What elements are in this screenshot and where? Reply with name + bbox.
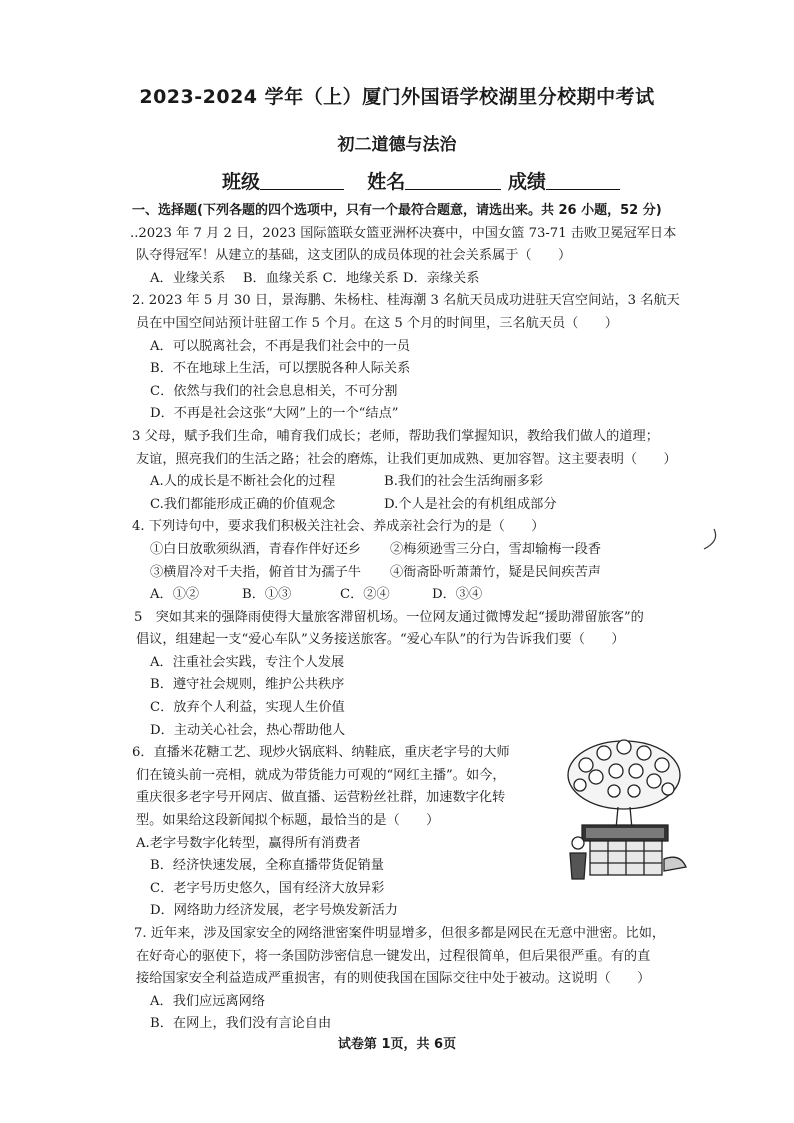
option-b: B．不在地球上生活，可以摆脱各种人际关系 (150, 361, 411, 377)
question-text: 们在镜头前一亮相，就成为带货能力可观的“网红主播”。如今， (136, 767, 506, 783)
question-text: 型。如果给这段新闻拟个标题，最恰当的是（ ） (136, 813, 440, 829)
question-text: 倡议，组建起一支“爱心车队”义务接送旅客。“爱心车队”的行为告诉我们要（ ） (136, 632, 625, 648)
poem-4: ④衙斋卧听萧萧竹，疑是民间疾苦声 (390, 564, 601, 580)
question-text: 重庆很多老字号开网店、做直播、运营粉丝社群，加速数字化转 (136, 790, 506, 806)
question-1 (130, 223, 706, 291)
option-d: D．③④ (432, 587, 483, 603)
option-a: A.老字号数字化转型，赢得所有消费者 (136, 835, 361, 851)
section-heading: 一、选择题(下列各题的四个选项中，只有一个最符合题意，请选出来。共 26 小题，52 分) (132, 203, 662, 218)
score-label: 成绩 (507, 171, 546, 193)
option-d: D．主动关心社会，热心帮助他人 (150, 722, 346, 738)
class-label: 班级 (222, 171, 261, 193)
questions (130, 200, 706, 1036)
option-c: C．依然与我们的社会息息相关，不可分割 (150, 383, 398, 399)
question-3 (132, 426, 706, 516)
option-b: B．经济快速发展，全称直播带货促销量 (150, 858, 384, 874)
question-text: 队夺得冠军！从建立的基础，这支团队的成员体现的社会关系属于（ ） (136, 248, 572, 264)
question-7 (136, 923, 706, 1036)
option-a: A．我们应远离网络 (150, 993, 266, 1009)
exam-title: 2023-2024 学年（上）厦门外国语学校湖里分校期中考试 (139, 86, 655, 108)
question-text: 员在中国空间站预计驻留工作 5 个月。在这 5 个月的时间里，三名航天员（ ） (136, 315, 618, 331)
option-b: B．遵守社会规则，维护公共秩序 (150, 677, 345, 693)
question-2 (132, 290, 706, 426)
question-text: 在好奇心的驱使下，将一条国防涉密信息一键发出，过程很简单，但后果很严重。有的直 (136, 948, 651, 964)
poem-3: ③横眉冷对千夫指，俯首甘为孺子牛 (150, 564, 361, 580)
name-blank[interactable] (405, 171, 501, 190)
question-text: 6．直播米花糖工艺、现炒火锅底料、纳鞋底，重庆老字号的大师 (132, 745, 510, 761)
question-text: 2. 2023 年 5 月 30 日，景海鹏、朱杨柱、桂海潮 3 名航天员成功进驻天宫空间站，3 名航天 (132, 293, 680, 309)
option-a: A.人的成长是不断社会化的过程 (150, 474, 336, 490)
option-a: A．可以脱离社会，不再是我们社会中的一员 (150, 338, 411, 354)
question-text: ..2023 年 7 月 2 日，2023 国际篮联女篮亚洲杯决赛中，中国女篮 73-71 击败卫冕冠军日本 (130, 225, 677, 241)
question-text: 5 突如其来的强降雨使得大量旅客滞留机场。一位网友通过微博发起“援助滞留旅客”的 (134, 609, 644, 625)
option-b: B.我们的社会生活绚丽多彩 (384, 474, 543, 490)
student-info-row (222, 167, 620, 194)
question-text: 4. 下列诗句中，要求我们积极关注社会、养成亲社会行为的是（ ） (132, 519, 545, 535)
option-c: C．放弃个人利益，实现人生价值 (150, 700, 345, 716)
cartoon-illustration (556, 733, 691, 881)
option-d: D．网络助力经济发展，老字号焕发新活力 (150, 903, 398, 919)
poem-2: ②梅须逊雪三分白，雪却输梅一段香 (390, 541, 601, 557)
question-4 (132, 516, 706, 606)
question-text: 友谊，照亮我们的生活之路；社会的磨炼，让我们更加成熟、更加容智。这主要表明（ ） (136, 451, 677, 467)
question-text: 接给国家安全利益造成严重损害，有的则使我国在国际交往中处于被动。这说明（ ） (136, 971, 651, 987)
question-text: 3 父母，赋予我们生命，哺育我们成长；老师，帮助我们掌握知识，教给我们做人的道理； (132, 428, 659, 444)
option-c: C.我们都能形成正确的价值观念 (150, 496, 336, 512)
question-text: 7. 近年来，涉及国家安全的网络泄密案件明显增多，但很多都是网民在无意中泄密。比如， (134, 926, 666, 941)
option-a: A．注重社会实践，专注个人发展 (150, 654, 345, 670)
scan-mark (700, 527, 720, 553)
option-b: B．在网上，我们没有言论自由 (150, 1016, 332, 1032)
subject-title: 初二道德与法治 (337, 135, 457, 155)
option-c: C．老字号历史悠久，国有经济大放异彩 (150, 880, 385, 896)
options-line: A．业缘关系 B．血缘关系 C．地缘关系 D．亲缘关系 (150, 270, 480, 286)
option-d: D.个人是社会的有机组成部分 (384, 496, 557, 512)
option-b: B．①③ (242, 587, 292, 603)
question-5 (136, 607, 706, 743)
option-d: D．不再是社会这张“大网”上的一个“结点” (150, 406, 399, 422)
option-a: A．①② (150, 587, 200, 603)
class-blank[interactable] (260, 171, 344, 190)
option-c: C．②④ (340, 587, 390, 603)
poem-1: ①白日放歌须纵酒，青春作伴好还乡 (150, 541, 361, 557)
name-label: 姓名 (367, 171, 406, 193)
score-blank[interactable] (546, 171, 620, 190)
page-footer: 试卷第 1页，共 6页 (337, 1037, 457, 1052)
